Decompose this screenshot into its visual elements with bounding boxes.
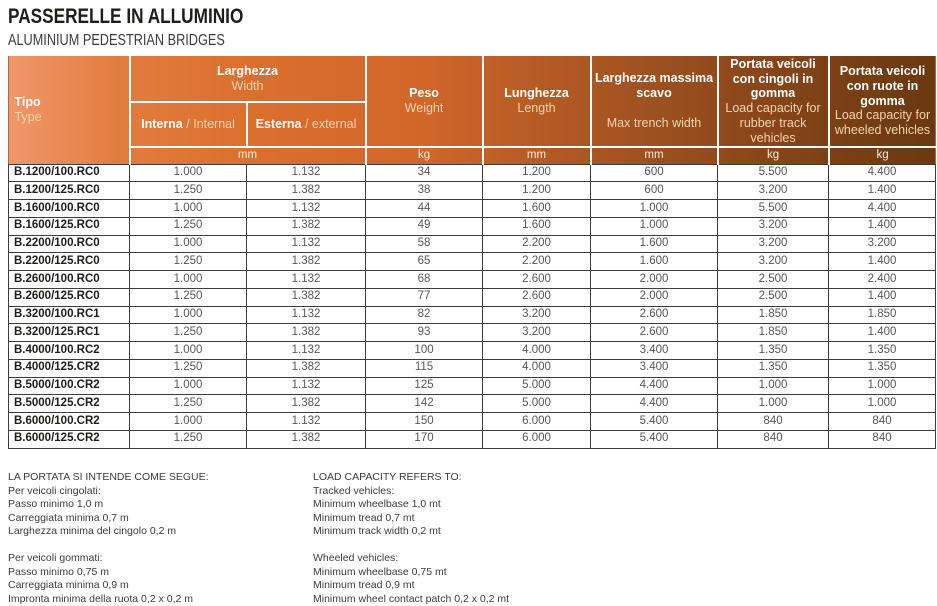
cell-value: 1.250 [130,395,247,413]
cell-value: 1.382 [247,182,366,200]
table-row [9,271,936,289]
cell-value: 3.200 [829,235,936,253]
cell-value: 44 [366,200,483,218]
cell-value: 2.400 [829,271,936,289]
cell-value: 1.382 [247,253,366,271]
cell-type-code: B.2200/100.RC0 [9,235,130,253]
note-line [313,539,618,553]
cell-value: 4.000 [483,342,591,360]
note-line: Minimum tread 0,7 mt [313,512,618,526]
cell-value: 170 [366,430,483,448]
col-header-wheel-capacity-en: Load capacity for wheeled vehicles [832,108,934,138]
col-header-interna-en: Internal [193,117,235,131]
cell-value: 600 [591,164,718,182]
title-block [8,5,295,50]
table-row [9,430,936,448]
cell-value: 1.382 [247,395,366,413]
cell-value: 3.200 [718,217,829,235]
col-header-esterna-it: Esterna [256,117,302,131]
cell-value: 840 [829,413,936,431]
cell-value: 125 [366,377,483,395]
cell-value: 1.000 [130,306,247,324]
col-header-larghezza-it: Larghezza [133,64,363,79]
cell-value: 6.000 [483,413,591,431]
cell-value: 840 [718,430,829,448]
cell-type-code: B.2200/125.RC0 [9,253,130,271]
cell-value: 1.132 [247,271,366,289]
cell-value: 4.400 [591,395,718,413]
note-line: Passo minimo 1,0 m [8,498,313,512]
cell-type-code: B.3200/125.RC1 [9,324,130,342]
cell-value: 5.500 [718,200,829,218]
table-row [9,200,936,218]
table-row [9,324,936,342]
cell-value: 1.250 [130,182,247,200]
unit-wheel-capacity: kg [829,147,936,164]
cell-value: 4.000 [483,359,591,377]
cell-value: 4.400 [829,164,936,182]
cell-value: 3.200 [718,182,829,200]
col-header-track-capacity-it: Portata veicoli con cingoli in gomma [721,57,826,101]
cell-value: 1.382 [247,288,366,306]
cell-type-code: B.1200/100.RC0 [9,164,130,182]
header-row-units [9,147,936,164]
cell-value: 5.400 [591,413,718,431]
col-header-interna [130,102,247,147]
slash-separator: / [183,117,193,131]
table-row [9,342,936,360]
cell-value: 100 [366,342,483,360]
cell-type-code: B.3200/100.RC1 [9,306,130,324]
note-line [8,539,313,553]
cell-value: 1.600 [483,217,591,235]
cell-value: 5.400 [591,430,718,448]
cell-value: 2.600 [591,324,718,342]
cell-value: 3.200 [718,253,829,271]
cell-type-code: B.5000/100.CR2 [9,377,130,395]
cell-value: 2.500 [718,288,829,306]
page-subtitle: ALUMINIUM PEDESTRIAN BRIDGES [8,32,243,50]
unit-length: mm [483,147,591,164]
note-line: LA PORTATA SI INTENDE COME SEGUE: [8,471,313,485]
table-header [9,56,936,164]
note-line: Carreggiata minima 0,7 m [8,512,313,526]
note-line: Per veicoli gommati: [8,552,313,566]
cell-value: 1.132 [247,200,366,218]
note-line: Larghezza minima del cingolo 0,2 m [8,525,313,539]
col-header-max-trench-it: Larghezza massima scavo [594,71,715,101]
cell-value: 115 [366,359,483,377]
note-line: Minimum tread 0,9 mt [313,579,618,593]
cell-value: 2.600 [591,306,718,324]
cell-value: 3.400 [591,342,718,360]
cell-value: 840 [718,413,829,431]
note-line: Minimum track width 0,2 mt [313,525,618,539]
note-line: Wheeled vehicles: [313,552,618,566]
cell-value: 1.132 [247,164,366,182]
cell-type-code: B.1200/125.RC0 [9,182,130,200]
note-line: Carreggiata minima 0,9 m [8,579,313,593]
cell-value: 600 [591,182,718,200]
col-header-interna-it: Interna [141,117,183,131]
table-row [9,413,936,431]
cell-value: 2.200 [483,235,591,253]
cell-value: 1.000 [130,235,247,253]
cell-value: 1.000 [130,271,247,289]
cell-value: 65 [366,253,483,271]
cell-value: 1.600 [591,235,718,253]
cell-value: 1.132 [247,413,366,431]
cell-value: 1.382 [247,359,366,377]
cell-value: 82 [366,306,483,324]
product-spec-table [8,56,936,449]
cell-value: 2.000 [591,288,718,306]
col-header-esterna [247,102,366,147]
cell-value: 1.382 [247,430,366,448]
cell-value: 1.000 [829,377,936,395]
note-line: Tracked vehicles: [313,485,618,499]
cell-value: 4.400 [829,200,936,218]
cell-value: 1.000 [130,377,247,395]
cell-value: 1.200 [483,182,591,200]
cell-value: 2.000 [591,271,718,289]
cell-value: 38 [366,182,483,200]
cell-value: 1.400 [829,253,936,271]
cell-value: 1.132 [247,306,366,324]
cell-value: 2.600 [483,288,591,306]
cell-value: 1.400 [829,324,936,342]
cell-value: 1.600 [591,253,718,271]
cell-value: 1.000 [829,395,936,413]
cell-value: 1.400 [829,182,936,200]
col-header-max-trench [591,56,718,147]
cell-value: 1.850 [718,324,829,342]
cell-type-code: B.6000/100.CR2 [9,413,130,431]
table-row [9,359,936,377]
cell-value: 150 [366,413,483,431]
cell-value: 1.132 [247,342,366,360]
cell-value: 1.250 [130,324,247,342]
cell-value: 6.000 [483,430,591,448]
cell-value: 1.000 [130,164,247,182]
cell-value: 1.250 [130,217,247,235]
cell-value: 1.250 [130,430,247,448]
cell-value: 1.850 [718,306,829,324]
table-row [9,253,936,271]
note-line: Passo minimo 0,75 m [8,566,313,580]
unit-track-capacity: kg [718,147,829,164]
cell-value: 1.350 [829,342,936,360]
table-row [9,288,936,306]
cell-type-code: B.5000/125.CR2 [9,395,130,413]
col-header-peso [366,56,483,147]
col-header-track-capacity-en: Load capacity for rubber track vehicles [721,101,826,145]
cell-value: 1.132 [247,377,366,395]
col-header-lunghezza-it: Lunghezza [486,86,588,101]
col-header-wheel-capacity-it: Portata veicoli con ruote in gomma [832,64,934,108]
cell-value: 1.000 [591,217,718,235]
note-line: Impronta minima della ruota 0,2 x 0,2 m [8,593,313,606]
note-line: LOAD CAPACITY REFERS TO: [313,471,618,485]
cell-type-code: B.4000/125.CR2 [9,359,130,377]
note-line: Minimum wheelbase 0,75 mt [313,566,618,580]
col-header-tipo-it: Tipo [15,95,127,110]
cell-value: 1.350 [718,359,829,377]
col-header-tipo-en: Type [15,110,127,125]
cell-value: 1.000 [130,342,247,360]
cell-value: 1.850 [829,306,936,324]
cell-value: 1.000 [130,200,247,218]
cell-value: 840 [829,430,936,448]
col-header-peso-en: Weight [369,101,480,116]
table-row [9,395,936,413]
col-header-peso-it: Peso [369,86,480,101]
cell-value: 1.132 [247,235,366,253]
cell-value: 34 [366,164,483,182]
cell-value: 142 [366,395,483,413]
cell-value: 1.600 [483,200,591,218]
page-title: PASSERELLE IN ALLUMINIO [8,5,243,29]
table-row [9,235,936,253]
cell-value: 5.000 [483,377,591,395]
table-row [9,164,936,182]
col-header-wheel-capacity [829,56,936,147]
cell-value: 3.200 [483,324,591,342]
cell-value: 1.400 [829,288,936,306]
cell-value: 1.382 [247,324,366,342]
cell-value: 1.350 [829,359,936,377]
cell-value: 68 [366,271,483,289]
cell-type-code: B.1600/125.RC0 [9,217,130,235]
cell-value: 3.200 [718,235,829,253]
cell-value: 1.382 [247,217,366,235]
cell-value: 3.400 [591,359,718,377]
cell-value: 1.200 [483,164,591,182]
cell-value: 77 [366,288,483,306]
cell-value: 49 [366,217,483,235]
cell-value: 5.500 [718,164,829,182]
cell-value: 93 [366,324,483,342]
note-line: Minimum wheelbase 1,0 mt [313,498,618,512]
cell-value: 1.000 [718,377,829,395]
unit-width: mm [130,147,366,164]
unit-max-trench: mm [591,147,718,164]
cell-type-code: B.6000/125.CR2 [9,430,130,448]
col-header-max-trench-en: Max trench width [594,116,715,131]
cell-value: 1.000 [718,395,829,413]
cell-type-code: B.2600/125.RC0 [9,288,130,306]
table-row [9,306,936,324]
col-header-track-capacity [718,56,829,147]
cell-value: 1.250 [130,253,247,271]
table-row [9,377,936,395]
col-header-lunghezza [483,56,591,147]
cell-value: 58 [366,235,483,253]
cell-value: 1.000 [591,200,718,218]
cell-value: 4.400 [591,377,718,395]
table-row [9,182,936,200]
col-header-larghezza [130,56,366,102]
cell-type-code: B.1600/100.RC0 [9,200,130,218]
cell-value: 3.200 [483,306,591,324]
slash-separator: / [301,117,311,131]
footnotes [8,471,618,606]
note-line: Per veicoli cingolati: [8,485,313,499]
table-row [9,217,936,235]
cell-value: 1.250 [130,359,247,377]
cell-value: 1.000 [130,413,247,431]
header-row-groups [9,56,936,102]
notes-english [313,471,618,606]
cell-value: 2.600 [483,271,591,289]
col-header-tipo [9,56,130,164]
cell-value: 2.200 [483,253,591,271]
cell-type-code: B.2600/100.RC0 [9,271,130,289]
note-line: Minimum wheel contact patch 0,2 x 0,2 mt [313,593,618,606]
notes-italian [8,471,313,606]
table-body [9,164,936,448]
col-header-esterna-en: external [312,117,356,131]
cell-value: 2.500 [718,271,829,289]
cell-value: 1.350 [718,342,829,360]
cell-value: 5.000 [483,395,591,413]
unit-weight: kg [366,147,483,164]
cell-value: 1.250 [130,288,247,306]
col-header-larghezza-en: Width [133,79,363,94]
cell-value: 1.400 [829,217,936,235]
col-header-lunghezza-en: Length [486,101,588,116]
cell-type-code: B.4000/100.RC2 [9,342,130,360]
